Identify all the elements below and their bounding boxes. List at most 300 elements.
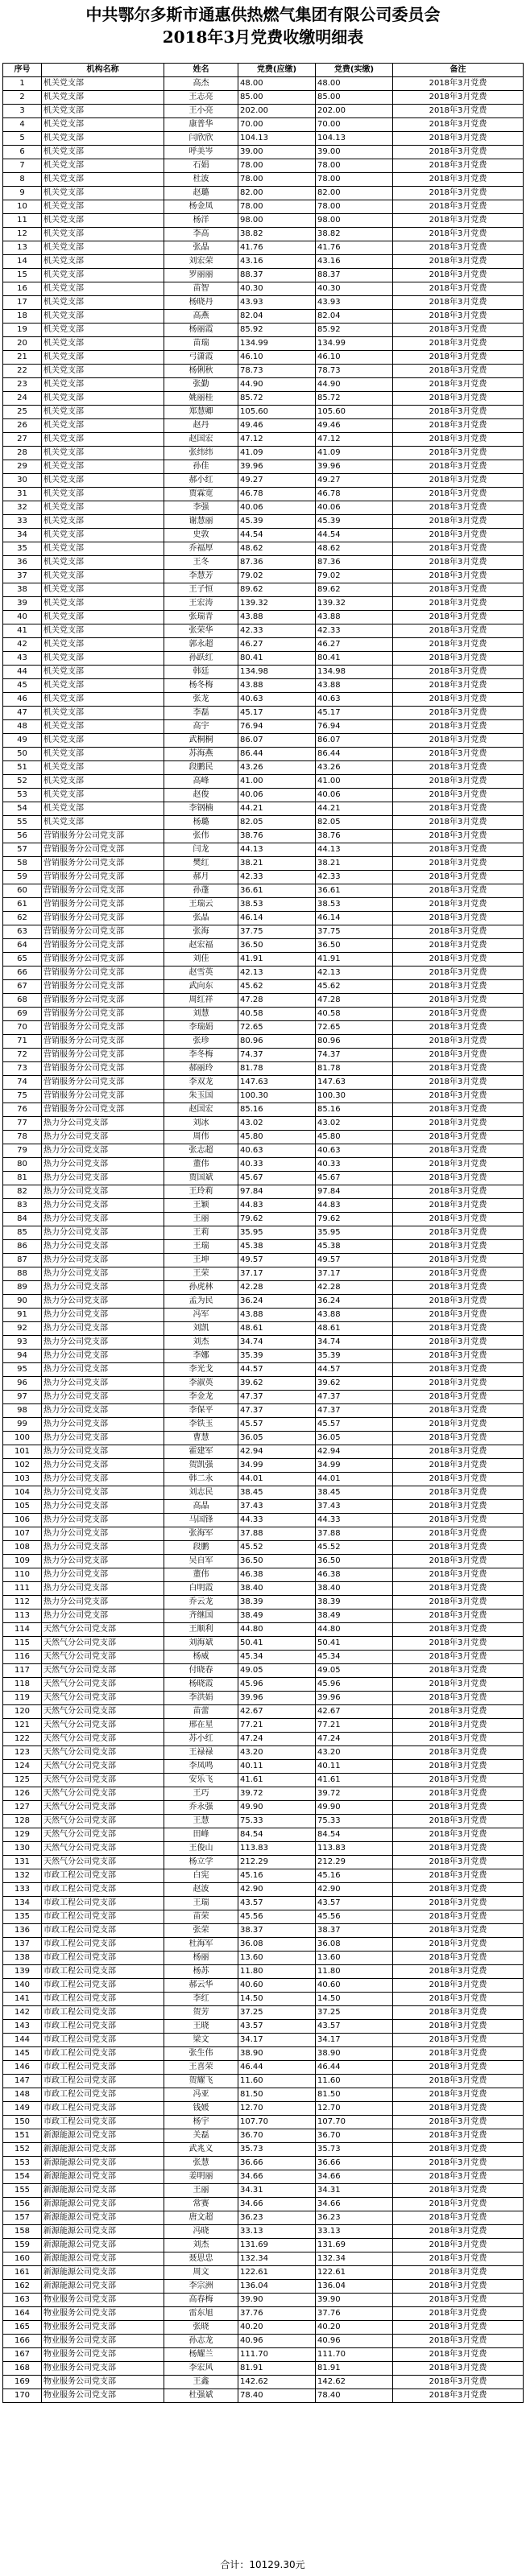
cell-org: 机关党支部 bbox=[42, 570, 164, 583]
cell-note: 2018年3月党费 bbox=[393, 1692, 524, 1705]
table-row bbox=[3, 1158, 524, 1172]
cell-org: 机关党支部 bbox=[42, 775, 164, 789]
table-row bbox=[3, 2389, 524, 2403]
table-row bbox=[3, 392, 524, 406]
table-row bbox=[3, 1350, 524, 1363]
cell-org: 机关党支部 bbox=[42, 707, 164, 720]
cell-paid: 46.38 bbox=[316, 1568, 393, 1582]
cell-note: 2018年3月党费 bbox=[393, 1062, 524, 1076]
cell-org: 机关党支部 bbox=[42, 77, 164, 91]
cell-org: 营销服务分公司党支部 bbox=[42, 898, 164, 912]
cell-index: 83 bbox=[3, 1199, 42, 1213]
cell-note: 2018年3月党费 bbox=[393, 2362, 524, 2376]
cell-name: 董伟 bbox=[164, 1568, 238, 1582]
cell-org: 营销服务分公司党支部 bbox=[42, 1021, 164, 1035]
cell-note: 2018年3月党费 bbox=[393, 1172, 524, 1185]
cell-paid: 50.41 bbox=[316, 1637, 393, 1651]
cell-note: 2018年3月党费 bbox=[393, 515, 524, 529]
cell-note: 2018年3月党费 bbox=[393, 953, 524, 967]
cell-index: 136 bbox=[3, 1924, 42, 1938]
cell-note: 2018年3月党费 bbox=[393, 2198, 524, 2211]
table-row bbox=[3, 282, 524, 296]
cell-org: 热力分公司党支部 bbox=[42, 1226, 164, 1240]
table-row bbox=[3, 2170, 524, 2184]
cell-name: 樊红 bbox=[164, 857, 238, 871]
cell-index: 103 bbox=[3, 1473, 42, 1486]
cell-note: 2018年3月党费 bbox=[393, 378, 524, 392]
cell-org: 热力分公司党支部 bbox=[42, 1199, 164, 1213]
cell-index: 73 bbox=[3, 1062, 42, 1076]
cell-note: 2018年3月党费 bbox=[393, 542, 524, 556]
cell-note: 2018年3月党费 bbox=[393, 1801, 524, 1815]
cell-name: 张生伟 bbox=[164, 2047, 238, 2061]
cell-name: 高峰 bbox=[164, 775, 238, 789]
table-row bbox=[3, 884, 524, 898]
cell-org: 营销服务分公司党支部 bbox=[42, 1008, 164, 1021]
cell-org: 热力分公司党支部 bbox=[42, 1473, 164, 1486]
cell-org: 机关党支部 bbox=[42, 638, 164, 652]
cell-due: 36.50 bbox=[238, 1555, 316, 1568]
cell-index: 164 bbox=[3, 2307, 42, 2321]
cell-name: 李钢楠 bbox=[164, 802, 238, 816]
cell-due: 38.90 bbox=[238, 2047, 316, 2061]
cell-due: 50.41 bbox=[238, 1637, 316, 1651]
table-row bbox=[3, 994, 524, 1008]
cell-org: 热力分公司党支部 bbox=[42, 1309, 164, 1322]
cell-org: 热力分公司党支部 bbox=[42, 1336, 164, 1350]
cell-name: 赵国宏 bbox=[164, 433, 238, 447]
cell-name: 杨晓霞 bbox=[164, 1678, 238, 1692]
table-row bbox=[3, 1979, 524, 1993]
cell-paid: 78.00 bbox=[316, 200, 393, 214]
cell-note: 2018年3月党费 bbox=[393, 967, 524, 980]
cell-due: 48.62 bbox=[238, 542, 316, 556]
cell-paid: 44.83 bbox=[316, 1199, 393, 1213]
cell-due: 47.24 bbox=[238, 1733, 316, 1746]
cell-name: 马国锋 bbox=[164, 1514, 238, 1527]
cell-paid: 75.33 bbox=[316, 1815, 393, 1828]
cell-paid: 82.00 bbox=[316, 187, 393, 200]
cell-due: 111.70 bbox=[238, 2348, 316, 2362]
cell-note: 2018年3月党费 bbox=[393, 2211, 524, 2225]
cell-paid: 13.60 bbox=[316, 1952, 393, 1965]
cell-due: 113.83 bbox=[238, 1842, 316, 1856]
table-row bbox=[3, 707, 524, 720]
cell-due: 43.57 bbox=[238, 2020, 316, 2034]
cell-due: 49.90 bbox=[238, 1801, 316, 1815]
cell-name: 白宪 bbox=[164, 1869, 238, 1883]
cell-note: 2018年3月党费 bbox=[393, 1609, 524, 1623]
table-row bbox=[3, 2020, 524, 2034]
cell-org: 热力分公司党支部 bbox=[42, 1500, 164, 1514]
cell-due: 37.76 bbox=[238, 2307, 316, 2321]
cell-name: 王坤 bbox=[164, 1254, 238, 1267]
cell-paid: 44.33 bbox=[316, 1514, 393, 1527]
cell-index: 118 bbox=[3, 1678, 42, 1692]
cell-paid: 35.73 bbox=[316, 2143, 393, 2157]
cell-note: 2018年3月党费 bbox=[393, 2034, 524, 2047]
table-row bbox=[3, 1746, 524, 1760]
cell-due: 40.20 bbox=[238, 2321, 316, 2335]
cell-org: 新源能源公司党支部 bbox=[42, 2225, 164, 2239]
cell-name: 苏海燕 bbox=[164, 748, 238, 761]
cell-note: 2018年3月党费 bbox=[393, 159, 524, 173]
cell-paid: 74.37 bbox=[316, 1049, 393, 1062]
cell-paid: 45.57 bbox=[316, 1418, 393, 1432]
cell-name: 苗瑞 bbox=[164, 337, 238, 351]
cell-note: 2018年3月党费 bbox=[393, 898, 524, 912]
cell-due: 47.37 bbox=[238, 1404, 316, 1418]
table-row bbox=[3, 1815, 524, 1828]
cell-org: 热力分公司党支部 bbox=[42, 1363, 164, 1377]
cell-due: 84.54 bbox=[238, 1828, 316, 1842]
cell-index: 40 bbox=[3, 611, 42, 624]
table-row bbox=[3, 214, 524, 228]
cell-note: 2018年3月党费 bbox=[393, 638, 524, 652]
cell-index: 68 bbox=[3, 994, 42, 1008]
cell-org: 天然气分公司党支部 bbox=[42, 1815, 164, 1828]
table-row bbox=[3, 1459, 524, 1473]
cell-org: 市政工程公司党支部 bbox=[42, 2034, 164, 2047]
cell-note: 2018年3月党费 bbox=[393, 720, 524, 734]
cell-note: 2018年3月党费 bbox=[393, 1391, 524, 1404]
cell-due: 12.70 bbox=[238, 2102, 316, 2116]
cell-org: 热力分公司党支部 bbox=[42, 1582, 164, 1596]
cell-note: 2018年3月党费 bbox=[393, 1117, 524, 1131]
cell-due: 44.33 bbox=[238, 1514, 316, 1527]
cell-name: 董伟 bbox=[164, 1158, 238, 1172]
cell-name: 杨威 bbox=[164, 1651, 238, 1664]
cell-name: 杨洋 bbox=[164, 214, 238, 228]
cell-name: 王禄禄 bbox=[164, 1746, 238, 1760]
cell-name: 刘杰 bbox=[164, 1336, 238, 1350]
table-row bbox=[3, 1432, 524, 1445]
cell-org: 天然气分公司党支部 bbox=[42, 1801, 164, 1815]
cell-note: 2018年3月党费 bbox=[393, 228, 524, 241]
cell-org: 天然气分公司党支部 bbox=[42, 1692, 164, 1705]
cell-org: 新源能源公司党支部 bbox=[42, 2252, 164, 2266]
cell-due: 136.04 bbox=[238, 2280, 316, 2294]
cell-name: 李双龙 bbox=[164, 1076, 238, 1090]
cell-paid: 36.50 bbox=[316, 939, 393, 953]
cell-due: 45.52 bbox=[238, 1541, 316, 1555]
total-amount: 合计：10129.30元 bbox=[220, 2559, 305, 2570]
cell-index: 84 bbox=[3, 1213, 42, 1226]
cell-name: 李宏风 bbox=[164, 2362, 238, 2376]
cell-index: 157 bbox=[3, 2211, 42, 2225]
cell-note: 2018年3月党费 bbox=[393, 146, 524, 159]
table-row bbox=[3, 105, 524, 118]
cell-paid: 44.01 bbox=[316, 1473, 393, 1486]
table-row bbox=[3, 406, 524, 419]
cell-org: 机关党支部 bbox=[42, 789, 164, 802]
cell-name: 史敦 bbox=[164, 529, 238, 542]
cell-name: 雷东旭 bbox=[164, 2307, 238, 2321]
cell-org: 热力分公司党支部 bbox=[42, 1185, 164, 1199]
cell-note: 2018年3月党费 bbox=[393, 1719, 524, 1733]
cell-index: 9 bbox=[3, 187, 42, 200]
cell-index: 26 bbox=[3, 419, 42, 433]
cell-note: 2018年3月党费 bbox=[393, 2266, 524, 2280]
cell-index: 63 bbox=[3, 925, 42, 939]
cell-name: 李保平 bbox=[164, 1404, 238, 1418]
cell-due: 132.34 bbox=[238, 2252, 316, 2266]
cell-index: 52 bbox=[3, 775, 42, 789]
cell-paid: 72.65 bbox=[316, 1021, 393, 1035]
cell-paid: 37.17 bbox=[316, 1267, 393, 1281]
cell-org: 天然气分公司党支部 bbox=[42, 1787, 164, 1801]
cell-note: 2018年3月党费 bbox=[393, 1377, 524, 1391]
cell-paid: 78.40 bbox=[316, 2389, 393, 2403]
cell-note: 2018年3月党费 bbox=[393, 1924, 524, 1938]
cell-paid: 38.40 bbox=[316, 1582, 393, 1596]
cell-due: 43.88 bbox=[238, 1309, 316, 1322]
cell-index: 102 bbox=[3, 1459, 42, 1473]
cell-paid: 40.11 bbox=[316, 1760, 393, 1774]
cell-index: 41 bbox=[3, 624, 42, 638]
cell-org: 热力分公司党支部 bbox=[42, 1596, 164, 1609]
cell-note: 2018年3月党费 bbox=[393, 2321, 524, 2335]
cell-org: 新源能源公司党支部 bbox=[42, 2280, 164, 2294]
cell-note: 2018年3月党费 bbox=[393, 2294, 524, 2307]
cell-note: 2018年3月党费 bbox=[393, 241, 524, 255]
cell-due: 48.61 bbox=[238, 1322, 316, 1336]
cell-index: 135 bbox=[3, 1910, 42, 1924]
cell-org: 机关党支部 bbox=[42, 324, 164, 337]
cell-note: 2018年3月党费 bbox=[393, 1541, 524, 1555]
table-row bbox=[3, 2034, 524, 2047]
cell-name: 王瑞 bbox=[164, 1240, 238, 1254]
cell-index: 60 bbox=[3, 884, 42, 898]
cell-note: 2018年3月党费 bbox=[393, 1281, 524, 1295]
cell-due: 44.54 bbox=[238, 529, 316, 542]
cell-due: 42.13 bbox=[238, 967, 316, 980]
cell-note: 2018年3月党费 bbox=[393, 1979, 524, 1993]
table-row bbox=[3, 228, 524, 241]
cell-org: 机关党支部 bbox=[42, 296, 164, 310]
cell-index: 35 bbox=[3, 542, 42, 556]
cell-index: 140 bbox=[3, 1979, 42, 1993]
cell-due: 46.38 bbox=[238, 1568, 316, 1582]
cell-org: 机关党支部 bbox=[42, 132, 164, 146]
cell-org: 市政工程公司党支部 bbox=[42, 1965, 164, 1979]
cell-due: 34.17 bbox=[238, 2034, 316, 2047]
cell-paid: 38.49 bbox=[316, 1609, 393, 1623]
cell-paid: 34.31 bbox=[316, 2184, 393, 2198]
cell-due: 45.38 bbox=[238, 1240, 316, 1254]
cell-index: 155 bbox=[3, 2184, 42, 2198]
table-row bbox=[3, 1281, 524, 1295]
cell-paid: 43.88 bbox=[316, 611, 393, 624]
cell-org: 机关党支部 bbox=[42, 337, 164, 351]
cell-note: 2018年3月党费 bbox=[393, 1459, 524, 1473]
table-row bbox=[3, 488, 524, 501]
cell-paid: 44.80 bbox=[316, 1623, 393, 1637]
table-row bbox=[3, 1705, 524, 1719]
cell-due: 37.17 bbox=[238, 1267, 316, 1281]
cell-org: 机关党支部 bbox=[42, 611, 164, 624]
table-row bbox=[3, 2321, 524, 2335]
cell-name: 李红 bbox=[164, 1993, 238, 2006]
cell-name: 梁文 bbox=[164, 2034, 238, 2047]
table-row bbox=[3, 1692, 524, 1705]
cell-due: 45.62 bbox=[238, 980, 316, 994]
table-row bbox=[3, 2157, 524, 2170]
cell-note: 2018年3月党费 bbox=[393, 1144, 524, 1158]
cell-due: 45.96 bbox=[238, 1678, 316, 1692]
cell-org: 营销服务分公司党支部 bbox=[42, 953, 164, 967]
cell-org: 市政工程公司党支部 bbox=[42, 2061, 164, 2075]
table-row bbox=[3, 1035, 524, 1049]
cell-org: 机关党支部 bbox=[42, 378, 164, 392]
cell-org: 天然气分公司党支部 bbox=[42, 1760, 164, 1774]
cell-paid: 38.37 bbox=[316, 1924, 393, 1938]
cell-due: 38.53 bbox=[238, 898, 316, 912]
cell-paid: 79.62 bbox=[316, 1213, 393, 1226]
cell-org: 热力分公司党支部 bbox=[42, 1555, 164, 1568]
cell-name: 齐继国 bbox=[164, 1609, 238, 1623]
cell-paid: 81.78 bbox=[316, 1062, 393, 1076]
cell-index: 127 bbox=[3, 1801, 42, 1815]
cell-index: 82 bbox=[3, 1185, 42, 1199]
cell-index: 130 bbox=[3, 1842, 42, 1856]
cell-name: 段鹏 bbox=[164, 1541, 238, 1555]
cell-note: 2018年3月党费 bbox=[393, 1596, 524, 1609]
cell-name: 刘慧 bbox=[164, 1008, 238, 1021]
cell-index: 72 bbox=[3, 1049, 42, 1062]
cell-name: 王宏涛 bbox=[164, 597, 238, 611]
cell-index: 124 bbox=[3, 1760, 42, 1774]
cell-due: 82.00 bbox=[238, 187, 316, 200]
table-row bbox=[3, 1774, 524, 1787]
cell-due: 34.31 bbox=[238, 2184, 316, 2198]
cell-paid: 43.20 bbox=[316, 1746, 393, 1760]
cell-note: 2018年3月党费 bbox=[393, 884, 524, 898]
cell-index: 29 bbox=[3, 460, 42, 474]
table-row bbox=[3, 1733, 524, 1746]
cell-index: 151 bbox=[3, 2129, 42, 2143]
cell-paid: 84.54 bbox=[316, 1828, 393, 1842]
cell-index: 146 bbox=[3, 2061, 42, 2075]
cell-paid: 40.96 bbox=[316, 2335, 393, 2348]
cell-paid: 38.76 bbox=[316, 830, 393, 843]
cell-paid: 34.17 bbox=[316, 2034, 393, 2047]
cell-due: 212.29 bbox=[238, 1856, 316, 1869]
table-row bbox=[3, 1787, 524, 1801]
cell-note: 2018年3月党费 bbox=[393, 994, 524, 1008]
cell-note: 2018年3月党费 bbox=[393, 583, 524, 597]
cell-org: 营销服务分公司党支部 bbox=[42, 830, 164, 843]
cell-due: 49.46 bbox=[238, 419, 316, 433]
cell-note: 2018年3月党费 bbox=[393, 1965, 524, 1979]
cell-name: 王冬 bbox=[164, 556, 238, 570]
cell-paid: 70.00 bbox=[316, 118, 393, 132]
cell-org: 物业服务公司党支部 bbox=[42, 2376, 164, 2389]
cell-org: 热力分公司党支部 bbox=[42, 1459, 164, 1473]
cell-due: 42.90 bbox=[238, 1883, 316, 1897]
cell-paid: 46.14 bbox=[316, 912, 393, 925]
cell-name: 钱媛 bbox=[164, 2102, 238, 2116]
cell-org: 机关党支部 bbox=[42, 556, 164, 570]
cell-due: 105.60 bbox=[238, 406, 316, 419]
cell-name: 李冬梅 bbox=[164, 1049, 238, 1062]
cell-name: 李慧芳 bbox=[164, 570, 238, 583]
cell-due: 41.76 bbox=[238, 241, 316, 255]
cell-due: 34.66 bbox=[238, 2198, 316, 2211]
cell-note: 2018年3月党费 bbox=[393, 2239, 524, 2252]
cell-note: 2018年3月党费 bbox=[393, 1678, 524, 1692]
cell-paid: 40.63 bbox=[316, 1144, 393, 1158]
cell-due: 40.60 bbox=[238, 1979, 316, 1993]
cell-note: 2018年3月党费 bbox=[393, 1582, 524, 1596]
cell-org: 机关党支部 bbox=[42, 679, 164, 693]
cell-due: 36.23 bbox=[238, 2211, 316, 2225]
cell-org: 新源能源公司党支部 bbox=[42, 2170, 164, 2184]
cell-index: 77 bbox=[3, 1117, 42, 1131]
cell-paid: 34.66 bbox=[316, 2198, 393, 2211]
cell-index: 158 bbox=[3, 2225, 42, 2239]
cell-index: 144 bbox=[3, 2034, 42, 2047]
table-row bbox=[3, 666, 524, 679]
cell-name: 贺耀飞 bbox=[164, 2075, 238, 2088]
cell-due: 40.30 bbox=[238, 282, 316, 296]
cell-paid: 35.95 bbox=[316, 1226, 393, 1240]
table-row bbox=[3, 980, 524, 994]
cell-org: 新源能源公司党支部 bbox=[42, 2184, 164, 2198]
table-row bbox=[3, 2362, 524, 2376]
cell-index: 32 bbox=[3, 501, 42, 515]
table-row bbox=[3, 1473, 524, 1486]
cell-name: 刘凯 bbox=[164, 1322, 238, 1336]
cell-org: 营销服务分公司党支部 bbox=[42, 967, 164, 980]
cell-name: 安乐飞 bbox=[164, 1774, 238, 1787]
table-row bbox=[3, 2335, 524, 2348]
cell-name: 李光戈 bbox=[164, 1363, 238, 1377]
cell-note: 2018年3月党费 bbox=[393, 1514, 524, 1527]
cell-name: 赵波 bbox=[164, 1883, 238, 1897]
cell-note: 2018年3月党费 bbox=[393, 2335, 524, 2348]
cell-name: 杨金凤 bbox=[164, 200, 238, 214]
cell-name: 高杰 bbox=[164, 77, 238, 91]
cell-index: 39 bbox=[3, 597, 42, 611]
cell-due: 48.00 bbox=[238, 77, 316, 91]
cell-name: 刘海斌 bbox=[164, 1637, 238, 1651]
cell-paid: 42.67 bbox=[316, 1705, 393, 1719]
table-row bbox=[3, 2376, 524, 2389]
cell-org: 营销服务分公司党支部 bbox=[42, 871, 164, 884]
cell-org: 机关党支部 bbox=[42, 460, 164, 474]
cell-note: 2018年3月党费 bbox=[393, 501, 524, 515]
cell-note: 2018年3月党费 bbox=[393, 2020, 524, 2034]
cell-due: 47.37 bbox=[238, 1391, 316, 1404]
cell-due: 40.06 bbox=[238, 501, 316, 515]
cell-due: 40.11 bbox=[238, 1760, 316, 1774]
cell-index: 143 bbox=[3, 2020, 42, 2034]
cell-note: 2018年3月党费 bbox=[393, 2252, 524, 2266]
cell-index: 163 bbox=[3, 2294, 42, 2307]
cell-name: 李瑞娟 bbox=[164, 1021, 238, 1035]
cell-name: 赵璐 bbox=[164, 187, 238, 200]
cell-paid: 43.88 bbox=[316, 1309, 393, 1322]
cell-name: 乔云龙 bbox=[164, 1596, 238, 1609]
cell-name: 高晶 bbox=[164, 1500, 238, 1514]
table-row bbox=[3, 187, 524, 200]
cell-org: 机关党支部 bbox=[42, 351, 164, 365]
cell-name: 高春梅 bbox=[164, 2294, 238, 2307]
cell-index: 67 bbox=[3, 980, 42, 994]
cell-org: 热力分公司党支部 bbox=[42, 1295, 164, 1309]
cell-paid: 45.56 bbox=[316, 1910, 393, 1924]
